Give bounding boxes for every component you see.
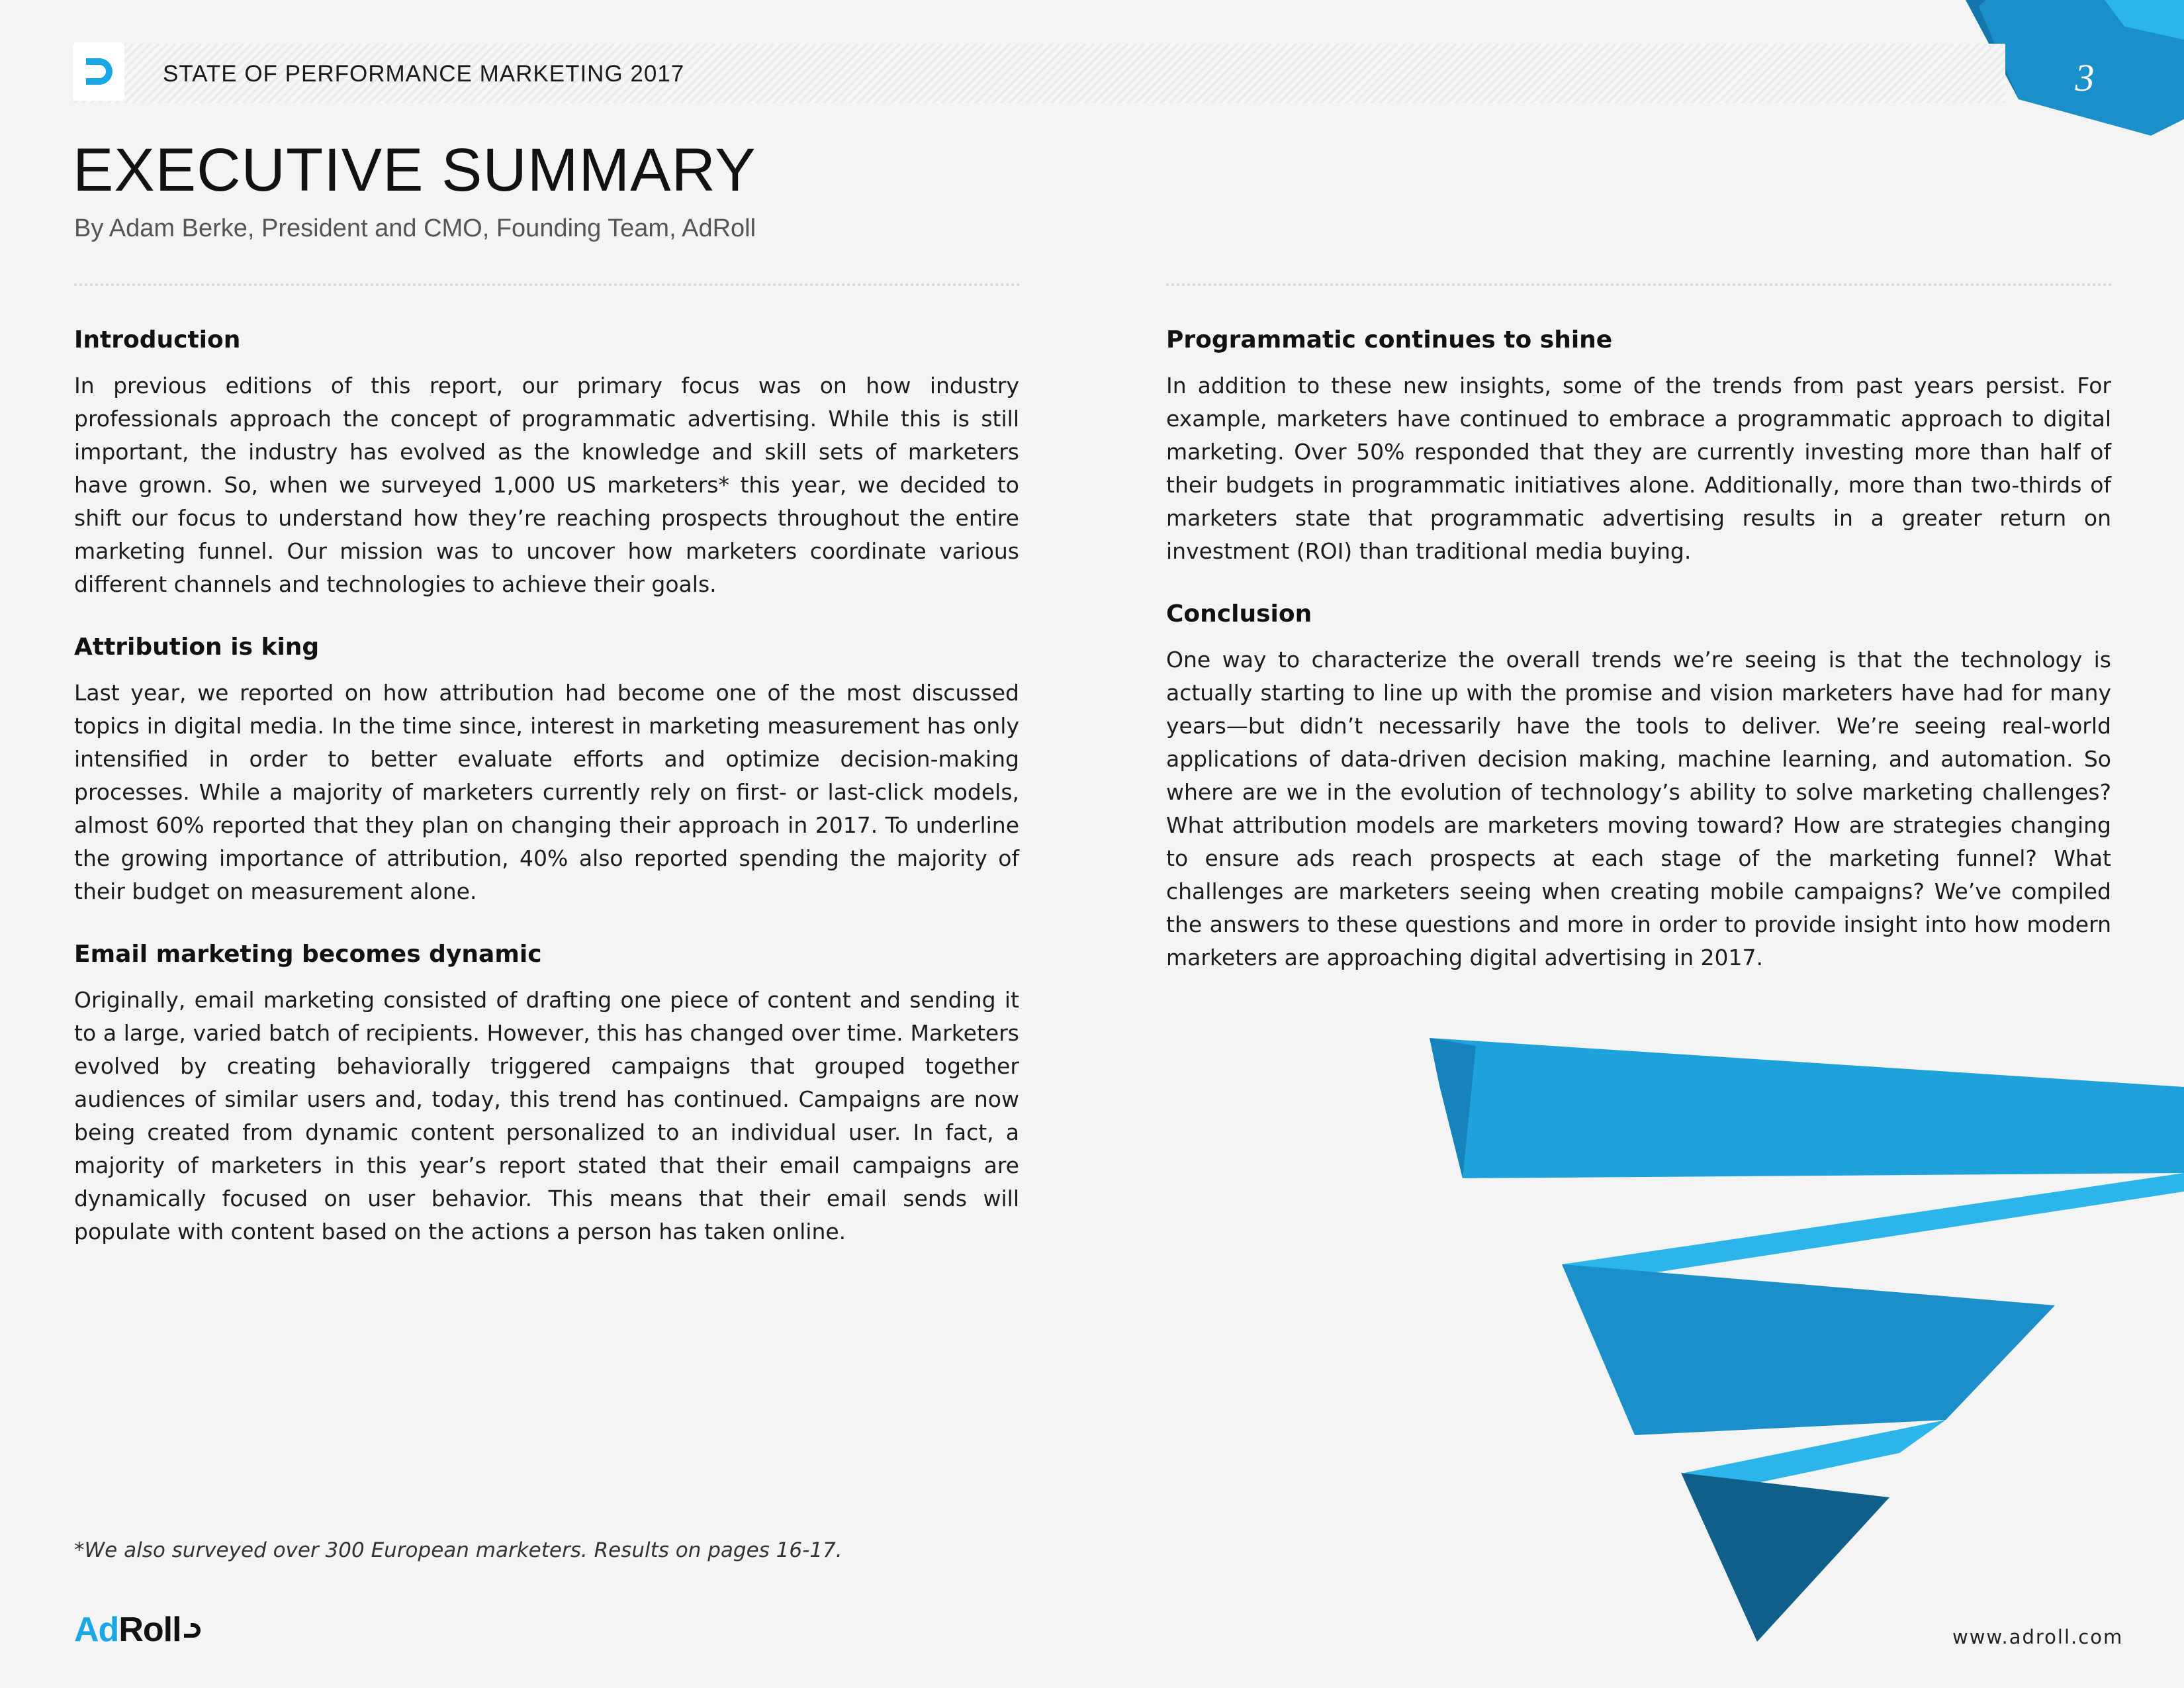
section-heading: Attribution is king (74, 633, 320, 661)
byline: By Adam Berke, President and CMO, Founding Team, AdRoll (74, 214, 756, 242)
funnel-tip (1681, 1473, 1889, 1642)
adroll-logo (74, 1610, 203, 1650)
running-head: STATE OF PERFORMANCE MARKETING 2017 (163, 61, 685, 87)
section-conclusion (1166, 597, 2111, 974)
brand-ad: Ad (74, 1611, 119, 1649)
logo-hook-icon (183, 1621, 203, 1644)
funnel-band-3 (1562, 1264, 2055, 1435)
funnel-band-1 (1430, 1038, 2184, 1178)
divider-right (1166, 283, 2113, 286)
section-body: Last year, we reported on how attribution had become one of the most discussed topics in digital media. In the time since, interest in marketing measurement has only intensified in order to better evaluate efforts and optimize decision-making processes. While a majority of marketers currently rely on first- or last-click models, almost 60% reported that they plan on changing their approach in 2017. To underline the growing importance of attribution, 40% also reported spending the majority of their budget on measurement alone. (74, 680, 1019, 904)
header-logo (73, 42, 124, 101)
footnote: *We also surveyed over 300 European marketers. Results on pages 16-17. (74, 1538, 842, 1562)
page-number: 3 (2075, 56, 2095, 99)
section-heading: Programmatic continues to shine (1166, 326, 1613, 353)
section-heading: Conclusion (1166, 600, 1312, 628)
left-column (74, 323, 1019, 1278)
right-column (1166, 323, 2111, 1004)
section-body: Originally, email marketing consisted of drafting one piece of content and sending it to a large, varied batch of recipients. However, this has changed over time. Marketers evolved by creating behaviorally triggered campaigns that grouped together audiences of similar users and, today, this trend has continued. Campaigns are now being created from dynamic content personalized to an individual user. In fact, a majority of marketers in this year’s report stated that their email campaigns are dynamically focused on user behavior. This means that their email sends will populate with content based on the actions a person has taken online. (74, 987, 1019, 1244)
section-body: In previous editions of this report, our primary focus was on how industry professionals approach the concept of programmatic advertising. While this is still important, the industry has evolved as the knowledge and skill sets of marketers have grown. So, when we surveyed 1,000 US marketers* this year, we decided to shift our focus to understand how they’re reaching prospects throughout the entire marketing funnel. Our mission was to uncover how marketers coordinate various different channels and technologies to achieve their goals. (74, 373, 1019, 597)
brand-roll: Roll (118, 1611, 181, 1649)
section-body: In addition to these new insights, some of the trends from past years persist. For example, marketers have continued to embrace a programmatic approach to digital marketing. Over 50% responded that they are currently investing more than half of their budgets in programmatic initiatives alone. Additionally, more than two-thirds of marketers state that programmatic advertising results in a greater return on investment (ROI) than traditional media buying. (1166, 373, 2111, 564)
section-email-marketing (74, 937, 1019, 1248)
section-heading: Introduction (74, 326, 241, 353)
section-introduction (74, 323, 1019, 601)
section-heading: Email marketing becomes dynamic (74, 941, 542, 968)
website-url[interactable]: www.adroll.com (1952, 1626, 2124, 1648)
page-title: EXECUTIVE SUMMARY (73, 136, 756, 204)
funnel-band-2 (1562, 1173, 2184, 1278)
adroll-mark-icon (83, 56, 115, 87)
divider-left (74, 283, 1021, 286)
section-attribution (74, 630, 1019, 908)
section-programmatic (1166, 323, 2111, 568)
section-body: One way to characterize the overall trends we’re seeing is that the technology is actually starting to line up with the promise and vision marketers have had for many years—but didn’t necessarily have the tools to deliver. We’re seeing real-world applications of data-driven decision making, machine learning, and automation. So where are we in the evolution of technology’s ability to solve marketing challenges? What attribution models are marketers moving toward? How are strategies changing to ensure ads reach prospects at each stage of the marketing funnel? What challenges are marketers seeing when creating mobile campaigns? We’ve compiled the answers to these questions and more in order to provide insight into how modern marketers are approaching digital advertising in 2017. (1166, 647, 2111, 970)
